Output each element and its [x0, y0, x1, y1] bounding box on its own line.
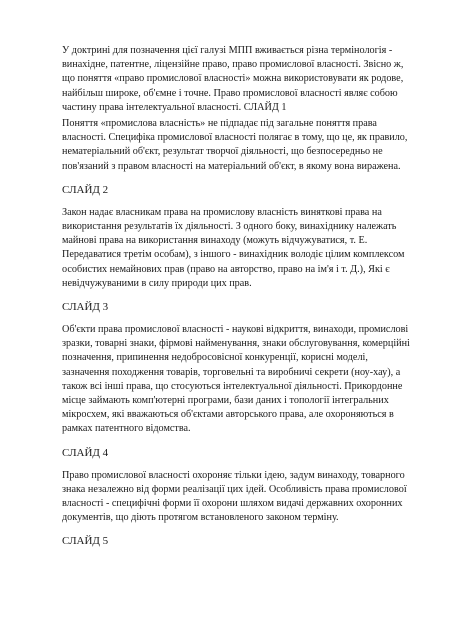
slide-heading-3: СЛАЙД 3: [62, 301, 109, 314]
slide-heading-4: СЛАЙД 4: [62, 446, 109, 459]
paragraph-protection: Право промислової власності охороняє тільки ідею, задум винаходу, товарного знака незалежно від форми реалізації цих ідей. Особливість права промислової власності - специфічні форми її охорони шляхом видачі державних охоронних документів, що діють протягом встановленого законом терміну.: [62, 469, 407, 524]
slide-heading-5: СЛАЙД 5: [62, 535, 109, 548]
paragraph-objects: Об'єкти права промислової власності - наукові відкриття, винаходи, промислові зразки, товарні знаки, фірмові найменування, знаки обслуговування, комерційні позначення, припинення недобросовісної конкуренції, корисні моделі, зазначення походження товарів, торговельні та виробничі секрети (ноу-хау), а також всі інші права, що стосуються інтелектуальної діяльності. Прикордонне місце займають комп'ютерні програми, бази даних і топології інтегральних мікросхем, які вважаються об'єктами авторського права, але охороняються в рамках патентного відомства.: [62, 324, 410, 435]
paragraph-exclusive-rights: Закон надає власникам права на промислову власність виняткові права на використання результатів їх діяльності. З одного боку, винахіднику належать майнові права на використання винаходу (можуть відчужуватися, т. Е. Передаватися третім особам), з іншого - винахідник володіє цілим комплексом особистих немайнових прав (право на авторство, право на ім'я і т. Д.), Які є невідчужуваними в силу природи цих прав.: [62, 206, 405, 289]
slide-heading-2: СЛАЙД 2: [62, 183, 109, 196]
paragraph-concept: Поняття «промислова власність» не підпадає під загальне поняття права власності. Специфіка промислової власності полягає в тому, що це, як правило, нематеріальний об'єкт, результат творчої діяльності, що безпосередньо не пов'язаний з правом власності на матеріальний об'єкт, в якому вона виражена.: [62, 118, 408, 172]
paragraph-intro: У доктрині для позначення цієї галузі МПП вживається різна термінологія - винахідне, патентне, ліцензійне право, право промислової власності. Звісно ж, що поняття «право промислової власності» можна використовувати як родове, найбільш широке, об'ємне і точне. Право промислової власності являє собою частину права інтелектуальної власності. СЛАЙД 1: [62, 45, 404, 113]
